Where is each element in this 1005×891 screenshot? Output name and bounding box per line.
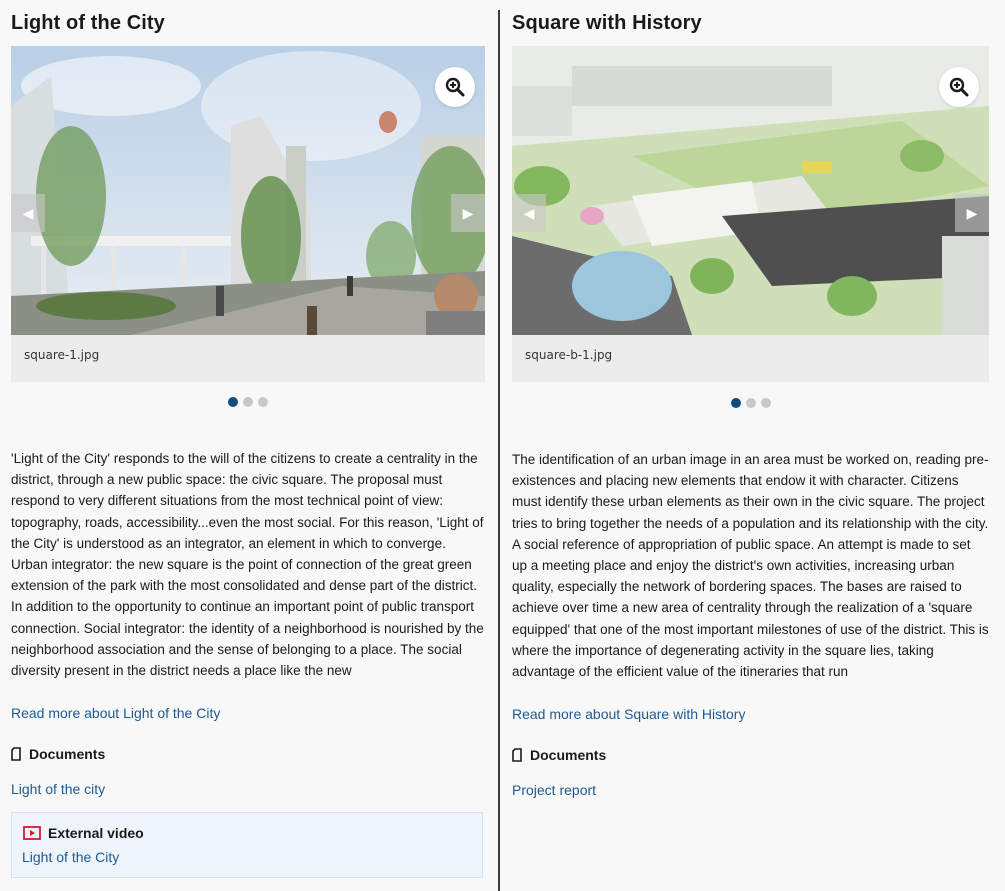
image-gallery	[512, 46, 989, 382]
documents-heading	[11, 746, 105, 762]
gallery-image[interactable]	[11, 46, 485, 335]
project-description: 'Light of the City' responds to the will of the citizens to create a centrality in the district, through a new public space: the civic square. The proposal must respond to very different situations from the most technical point of view: topography, roads, accessibility...even the most social. For this reason, 'Light of the City' is understood as an integrator, an element in which to converge. Urban integrator: the new square is the point of connection of the great green extension of the park with the most consolidated and dense part of the district. In addition to the opportunity to continue an important point of public transport connection. Social integrator: the identity of a neighborhood is nourished by the neighborhood association and the sense of belonging to a place. The social diversity present in the district needs a place like the new	[11, 451, 484, 679]
gallery-dot[interactable]	[746, 398, 756, 408]
column-divider	[498, 10, 500, 891]
document-icon	[512, 748, 522, 762]
zoom-button[interactable]	[435, 67, 475, 107]
gallery-dot[interactable]	[761, 398, 771, 408]
gallery-dot[interactable]	[243, 397, 253, 407]
gallery-prev-button[interactable]	[512, 194, 546, 232]
project-title: Light of the City	[11, 12, 165, 34]
project-description: The identification of an urban image in an area must be worked on, reading pre-existences and placing new elements that endow it with character. Citizens must identify these urban elements as their own in the civic square. The project tries to bring together the needs of a population and its relationship with the city. A social reference of appropriation of public space. An attempt is made to set up a meeting place and enjoy the district's own activities, increasing urban quality, especially the network of bordering spaces. The bases are raised to achieve over time a new area of centrality through the realization of a 'square equipped' that one of the most important milestones of use of the district. This is where the importance of degenerating activity in the square lies, taking advantage of the efficient value of the itineraries that run	[512, 452, 989, 680]
external-video-link[interactable]: Light of the City	[22, 849, 120, 865]
documents-heading-label: Documents	[530, 747, 607, 763]
project-title: Square with History	[512, 12, 702, 34]
external-video-box	[11, 812, 483, 878]
gallery-image[interactable]	[512, 46, 989, 335]
gallery-prev-button[interactable]	[11, 194, 45, 232]
gallery-next-button[interactable]	[451, 194, 485, 232]
zoom-button[interactable]	[939, 67, 979, 107]
gallery-pagination	[512, 398, 989, 408]
arrow-left-icon: ◀	[22, 204, 34, 221]
image-gallery	[11, 46, 485, 382]
document-link[interactable]: Project report	[512, 782, 597, 798]
arrow-left-icon: ◀	[523, 204, 535, 221]
gallery-next-button[interactable]	[955, 194, 989, 232]
document-icon	[11, 747, 21, 761]
image-caption: square-b-1.jpg	[525, 348, 613, 362]
gallery-pagination	[11, 397, 485, 407]
zoom-in-icon	[949, 77, 969, 97]
arrow-right-icon: ▶	[462, 204, 474, 221]
square-rendering-image	[11, 46, 485, 335]
zoom-in-icon	[445, 77, 465, 97]
documents-heading-label: Documents	[29, 746, 106, 762]
gallery-dot[interactable]	[258, 397, 268, 407]
read-more-link[interactable]: Read more about Square with History	[512, 706, 746, 722]
gallery-dot[interactable]	[228, 397, 238, 407]
gallery-dot[interactable]	[731, 398, 741, 408]
documents-heading	[512, 747, 606, 763]
read-more-link[interactable]: Read more about Light of the City	[11, 705, 221, 721]
arrow-right-icon: ▶	[966, 204, 978, 221]
document-link[interactable]: Light of the city	[11, 781, 106, 797]
square-aerial-image	[512, 46, 989, 335]
external-video-label: External video	[48, 825, 144, 841]
external-video-heading	[23, 825, 144, 841]
image-caption: square-1.jpg	[24, 348, 100, 362]
video-play-icon	[23, 826, 41, 840]
